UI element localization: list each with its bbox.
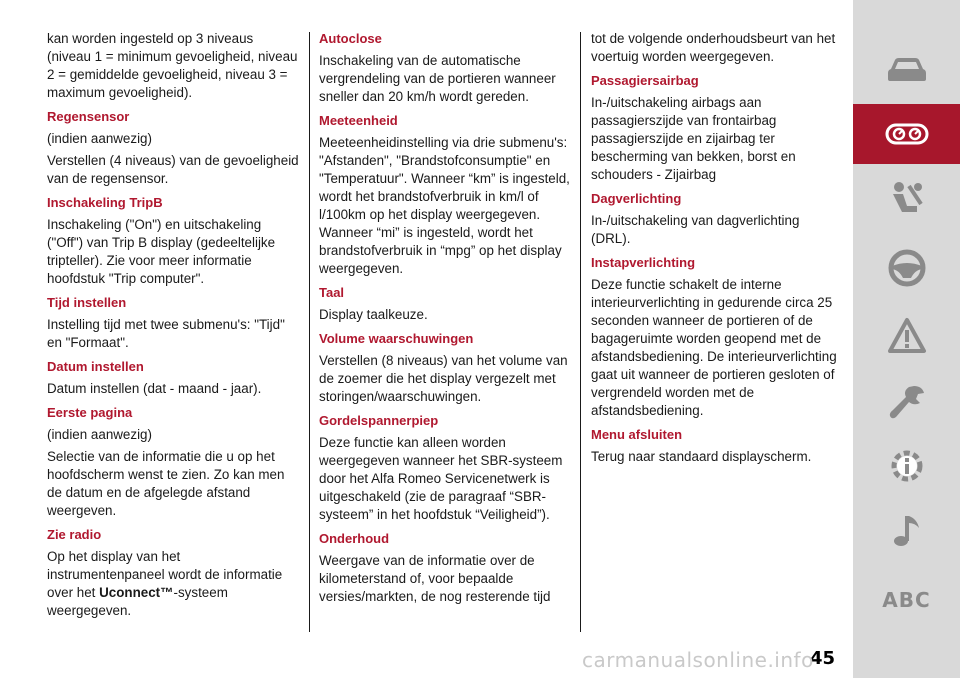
paragraph: tot de volgende onderhoudsbeurt van het voertuig worden weergegeven. <box>591 31 836 64</box>
section-heading: Dagverlichting <box>591 191 682 206</box>
section-heading: Inschakeling TripB <box>47 195 163 210</box>
paragraph: Verstellen (8 niveaus) van het volume van de zoemer die het display vergezelt met storingen/waarschuwingen. <box>319 353 568 404</box>
text-column-3 <box>591 30 841 466</box>
section-heading: Onderhoud <box>319 531 390 546</box>
paragraph: Meeteenheidinstelling via drie submenu's: "Afstanden", "Brandstofconsumptie" en "Temperatuur". Wanneer “km” is ingesteld, wordt het brandstofverbruik in km/l of l/100km op het display weergegeven. Wanneer “mi” is ingesteld, wordt het brandstofverbruik in “mpg” op het display weergegeven. <box>319 135 570 276</box>
paragraph-text: Op het display van het instrumentenpaneel wordt de informatie over het <box>47 549 283 600</box>
text-column-1 <box>47 30 299 620</box>
dashboard-instruments-icon <box>885 119 929 149</box>
paragraph: Verstellen (4 niveaus) van de gevoeligheid van de regensensor. <box>47 153 299 186</box>
paragraph: Inschakeling ("On") en uitschakeling ("Off") van Trip B display (gedeeltelijke tripteller). Zie voor meer informatie hoofdstuk "Trip computer". <box>47 217 276 286</box>
sidebar-item-safety[interactable] <box>853 170 960 230</box>
paragraph <box>47 548 299 620</box>
sidebar-item-multimedia[interactable] <box>853 500 960 560</box>
section-heading: Taal <box>319 285 345 300</box>
car-icon <box>885 55 929 85</box>
section-heading: Autoclose <box>319 31 382 46</box>
chapter-sidebar <box>853 0 960 678</box>
paragraph: Selectie van de informatie die u op het hoofdscherm wenst te zien. Zo kan men de datum en de afgelegde afstand weergeven. <box>47 449 285 518</box>
section-heading: Menu afsluiten <box>591 427 683 442</box>
paragraph: (indien aanwezig) <box>47 427 152 442</box>
music-note-icon <box>887 510 927 550</box>
technical-data-icon <box>887 446 927 486</box>
paragraph: Deze functie kan alleen worden weergegeven wanneer het SBR-systeem door het Alfa Romeo Servicenetwerk is uitgeschakeld (zie de paragraaf “SBR-systeem” in het hoofdstuk “Veiligheid”). <box>319 435 563 522</box>
section-heading: Gordelspannerpiep <box>319 413 439 428</box>
paragraph: Deze functie schakelt de interne interieurverlichting in gedurende circa 25 seconden wanneer de portieren of de bagageruimte worden geopend met de afstandsbediening. De interieurverlichting gaat uit wanneer de portieren gesloten of vergrendeld worden met de afstandsbediening. <box>591 277 837 418</box>
section-heading: Instapverlichting <box>591 255 696 270</box>
column-divider <box>580 32 581 632</box>
paragraph: Weergave van de informatie over de kilometerstand of, voor bepaalde versies/markten, de nog resterende tijd <box>319 553 551 604</box>
section-heading: Passagiersairbag <box>591 73 699 88</box>
wrench-icon <box>887 382 927 422</box>
paragraph: (indien aanwezig) <box>47 131 152 146</box>
paragraph-text: -systeem weergegeven. <box>47 585 228 618</box>
sidebar-item-index[interactable] <box>853 570 960 630</box>
sidebar-item-emergency[interactable] <box>853 306 960 366</box>
index-abc-icon: ABC <box>882 588 931 612</box>
page-number: 45 <box>809 648 835 669</box>
section-heading: Zie radio <box>47 527 102 542</box>
column-divider <box>309 32 310 632</box>
paragraph: In-/uitschakeling van dagverlichting (DRL). <box>591 213 800 246</box>
section-heading: Eerste pagina <box>47 405 133 420</box>
paragraph: kan worden ingesteld op 3 niveaus (niveau 1 = minimum gevoeligheid, niveau 2 = gemiddelde gevoeligheid, niveau 3 = maximum gevoeligheid). <box>47 31 298 100</box>
section-heading: Datum instellen <box>47 359 144 374</box>
section-heading: Volume waarschuwingen <box>319 331 474 346</box>
seat-safety-icon <box>887 180 927 220</box>
sidebar-item-starting-driving[interactable] <box>853 238 960 298</box>
watermark: carmanualsonline.info <box>582 648 814 672</box>
sidebar-item-instruments[interactable] <box>853 104 960 164</box>
section-heading: Tijd instellen <box>47 295 127 310</box>
text-column-2 <box>319 30 571 606</box>
sidebar-item-car[interactable] <box>853 40 960 100</box>
paragraph: Instelling tijd met twee submenu's: "Tijd" en "Formaat". <box>47 317 285 350</box>
paragraph: Display taalkeuze. <box>319 307 428 322</box>
paragraph: Terug naar standaard displayscherm. <box>591 449 812 464</box>
sidebar-item-maintenance[interactable] <box>853 372 960 432</box>
paragraph: In-/uitschakeling airbags aan passagierszijde van frontairbag passagierszijde en zijairbag ter bescherming van bekken, borst en schouders - Zijairbag <box>591 95 796 182</box>
warning-triangle-icon <box>887 316 927 356</box>
section-heading: Meeteenheid <box>319 113 398 128</box>
paragraph: Datum instellen (dat - maand - jaar). <box>47 381 262 396</box>
section-heading: Regensensor <box>47 109 130 124</box>
brand-name: Uconnect™ <box>99 585 174 600</box>
steering-wheel-icon <box>887 248 927 288</box>
sidebar-item-technical-data[interactable] <box>853 436 960 496</box>
paragraph: Inschakeling van de automatische vergrendeling van de portieren wanneer sneller dan 20 km/h wordt gereden. <box>319 53 556 104</box>
